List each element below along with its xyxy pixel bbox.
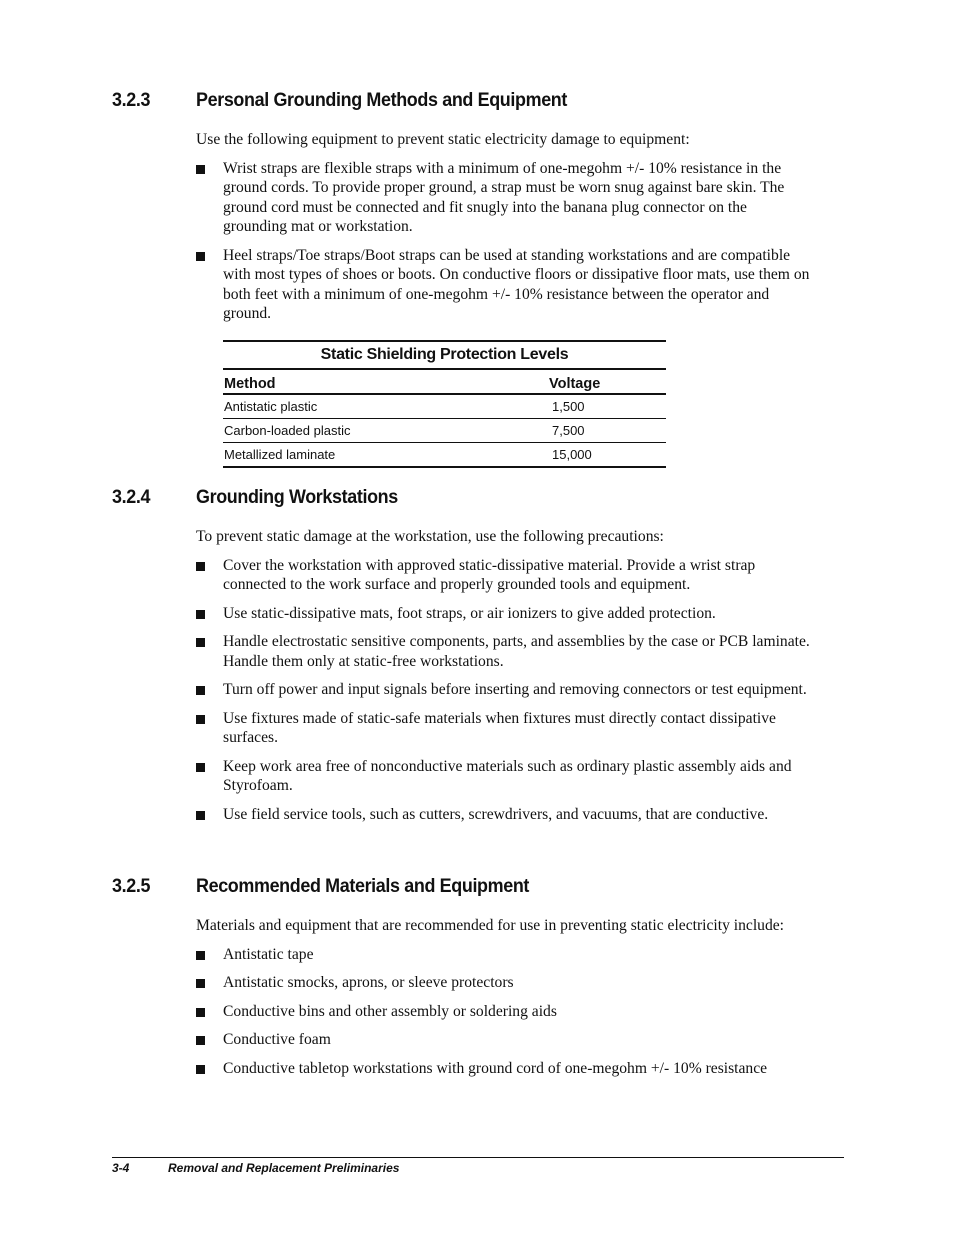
- list-item-text: Conductive foam: [223, 1031, 331, 1048]
- list-item-text: Conductive tabletop workstations with ground cord of one-megohm +/- 10% resistance: [223, 1059, 768, 1077]
- square-bullet-icon: [196, 763, 205, 772]
- square-bullet-icon: [196, 686, 205, 695]
- list-item: [196, 1002, 812, 1022]
- bullet-list: [196, 556, 812, 825]
- section-title: Grounding Workstations: [196, 486, 398, 508]
- page-footer: [112, 1161, 399, 1175]
- list-item-text: Antistatic smocks, aprons, or sleeve protectors: [223, 974, 514, 991]
- square-bullet-icon: [196, 638, 205, 647]
- square-bullet-icon: [196, 165, 205, 174]
- table-cell-voltage: 7,500: [548, 418, 666, 442]
- list-item: [196, 1030, 812, 1050]
- list-item: [196, 1059, 812, 1079]
- square-bullet-icon: [196, 252, 205, 261]
- list-item-text: Conductive bins and other assembly or soldering aids: [223, 1002, 557, 1020]
- table-caption: Static Shielding Protection Levels: [223, 340, 666, 370]
- table-cell-method: Carbon-loaded plastic: [223, 418, 548, 442]
- table-cell-voltage: 15,000: [548, 442, 666, 467]
- section-heading: [112, 486, 812, 509]
- column-header-method: Method: [223, 370, 548, 394]
- section-body: [196, 916, 812, 1078]
- list-item-text: Use field service tools, such as cutters, screwdrivers, and vacuums, that are conductive.: [223, 805, 769, 823]
- square-bullet-icon: [196, 562, 205, 571]
- footer-divider: [112, 1157, 844, 1158]
- table-cell-method: Metallized laminate: [223, 442, 548, 467]
- square-bullet-icon: [196, 811, 205, 820]
- section-3-2-4: [112, 486, 812, 833]
- section-heading: [112, 89, 812, 112]
- list-item-text: Antistatic tape: [223, 945, 314, 963]
- square-bullet-icon: [196, 979, 205, 988]
- protection-levels-table: [223, 340, 666, 468]
- list-item: [196, 945, 812, 965]
- square-bullet-icon: [196, 1036, 205, 1045]
- list-item: [196, 604, 812, 624]
- list-item-text: Wrist straps are flexible straps with a minimum of one-megohm +/- 10% resistance in the ground cords. To provide proper ground, a strap must be worn snug against bare skin. The ground cord must be connected and fit snugly into the banana plug connector on the grounding mat or workstation.: [223, 159, 785, 235]
- square-bullet-icon: [196, 1065, 205, 1074]
- section-3-2-3: [112, 89, 812, 468]
- section-intro: Use the following equipment to prevent static electricity damage to equipment:: [196, 131, 690, 148]
- bullet-list: [196, 945, 812, 1079]
- list-item: [196, 632, 812, 671]
- square-bullet-icon: [196, 610, 205, 619]
- square-bullet-icon: [196, 715, 205, 724]
- list-item: [196, 680, 812, 700]
- section-body: [196, 527, 812, 824]
- list-item-text: Turn off power and input signals before inserting and removing connectors or test equipment.: [223, 681, 807, 698]
- section-intro: To prevent static damage at the workstation, use the following precautions:: [196, 528, 664, 545]
- list-item-text: Use fixtures made of static-safe materials when fixtures must directly contact dissipative surfaces.: [223, 709, 776, 746]
- list-item-text: Cover the workstation with approved static-dissipative material. Provide a wrist strap connected to the work surface and properly grounded tools and equipment.: [223, 556, 756, 593]
- table-row: [223, 442, 666, 467]
- section-heading: [112, 875, 812, 898]
- section-title: Recommended Materials and Equipment: [196, 875, 530, 897]
- table-row: [223, 418, 666, 442]
- section-number: 3.2.3: [112, 89, 151, 111]
- section-number: 3.2.5: [112, 875, 151, 897]
- section-number: 3.2.4: [112, 486, 151, 508]
- list-item: [196, 159, 812, 237]
- section-body: [196, 130, 812, 468]
- table-cell-method: Antistatic plastic: [223, 394, 548, 419]
- table-header-row: [223, 370, 666, 394]
- table-cell-voltage: 1,500: [548, 394, 666, 419]
- list-item-text: Keep work area free of nonconductive materials such as ordinary plastic assembly aids and Styrofoam.: [223, 757, 792, 794]
- list-item-text: Heel straps/Toe straps/Boot straps can be used at standing workstations and are compatible with most types of shoes or boots. On conductive floors or dissipative floor mats, use them on both feet with a minimum of one-megohm +/- 10% resistance between the operator and ground.: [223, 246, 810, 322]
- square-bullet-icon: [196, 951, 205, 960]
- footer-page-number: 3-4: [112, 1161, 130, 1175]
- section-title: Personal Grounding Methods and Equipment: [196, 89, 568, 111]
- list-item-text: Use static-dissipative mats, foot straps, or air ionizers to give added protection.: [223, 604, 716, 622]
- list-item: [196, 709, 812, 748]
- footer-chapter-title: Removal and Replacement Preliminaries: [168, 1161, 400, 1175]
- list-item: [196, 805, 812, 825]
- list-item: [196, 246, 812, 324]
- square-bullet-icon: [196, 1008, 205, 1017]
- list-item: [196, 556, 812, 595]
- list-item: [196, 973, 812, 993]
- list-item-text: Handle electrostatic sensitive components, parts, and assemblies by the case or PCB laminate. Handle them only at static-free workstations.: [223, 633, 810, 670]
- section-intro: Materials and equipment that are recommended for use in preventing static electricity include:: [196, 917, 785, 934]
- bullet-list: [196, 159, 812, 324]
- section-3-2-5: [112, 875, 812, 1087]
- table-row: [223, 394, 666, 419]
- list-item: [196, 757, 812, 796]
- column-header-voltage: Voltage: [548, 370, 666, 394]
